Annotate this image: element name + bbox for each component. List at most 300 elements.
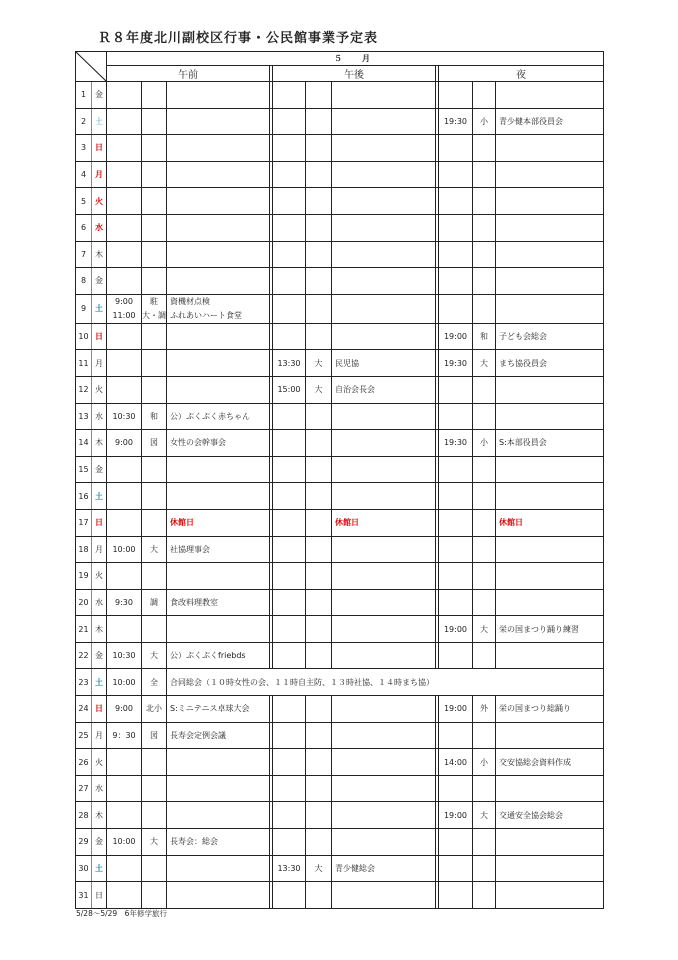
day-row	[76, 722, 604, 749]
event-time	[107, 775, 142, 802]
corner-cell	[76, 52, 107, 82]
weekday: 金	[92, 456, 107, 483]
event-name	[496, 456, 604, 483]
event-time	[107, 616, 142, 643]
weekday: 金	[92, 642, 107, 669]
event-time	[273, 403, 306, 430]
event-name	[167, 802, 270, 829]
event-time	[273, 536, 306, 563]
event-name	[167, 108, 270, 135]
event-room: 和	[473, 323, 496, 350]
event-time	[273, 563, 306, 590]
event-time	[273, 696, 306, 723]
event-name	[496, 214, 604, 241]
event-time: 14:00	[439, 749, 473, 776]
event-time	[107, 749, 142, 776]
event-time	[439, 214, 473, 241]
event-room	[473, 294, 496, 323]
day-row	[76, 882, 604, 909]
event-name	[332, 430, 436, 457]
event-name	[496, 882, 604, 909]
event-name	[496, 376, 604, 403]
event-room	[142, 294, 167, 323]
event-room	[306, 403, 332, 430]
event-name	[496, 642, 604, 669]
event-name	[332, 161, 436, 188]
event-time	[273, 241, 306, 268]
event-time	[439, 82, 473, 109]
event-time	[273, 616, 306, 643]
weekday: 金	[92, 82, 107, 109]
event-time	[439, 509, 473, 536]
event-name	[167, 241, 270, 268]
event-room: 外	[473, 696, 496, 723]
day-row	[76, 563, 604, 590]
event-name: 公）ぷくぷく赤ちゃん	[167, 403, 270, 430]
weekday: 月	[92, 722, 107, 749]
event-time	[107, 135, 142, 162]
event-room	[142, 483, 167, 510]
event-time	[439, 536, 473, 563]
day-number: 13	[76, 403, 92, 430]
day-number: 27	[76, 775, 92, 802]
day-row	[76, 775, 604, 802]
event-name	[496, 268, 604, 295]
event-room	[473, 161, 496, 188]
day-number: 10	[76, 323, 92, 350]
event-room	[473, 775, 496, 802]
event-name	[332, 749, 436, 776]
event-time	[439, 241, 473, 268]
event-time: 19:00	[439, 802, 473, 829]
day-number: 12	[76, 376, 92, 403]
event-room	[306, 829, 332, 856]
event-time	[107, 294, 142, 323]
weekday: 木	[92, 802, 107, 829]
day-number: 19	[76, 563, 92, 590]
day-row	[76, 802, 604, 829]
weekday: 金	[92, 268, 107, 295]
weekday: 月	[92, 161, 107, 188]
event-time	[439, 722, 473, 749]
day-number: 6	[76, 214, 92, 241]
weekday: 木	[92, 430, 107, 457]
weekday: 火	[92, 188, 107, 215]
event-room	[142, 82, 167, 109]
event-time	[439, 294, 473, 323]
event-time	[273, 775, 306, 802]
event-time	[439, 829, 473, 856]
event-time	[439, 855, 473, 882]
event-name	[496, 483, 604, 510]
event-room	[142, 350, 167, 377]
event-name: 交安協総会資料作成	[496, 749, 604, 776]
event-name: 休館日	[167, 509, 270, 536]
event-name	[167, 563, 270, 590]
event-time-2: 11:00	[112, 310, 136, 320]
weekday: 木	[92, 241, 107, 268]
day-number: 20	[76, 589, 92, 616]
event-name	[496, 241, 604, 268]
event-time	[439, 775, 473, 802]
event-room: 図	[142, 722, 167, 749]
event-time	[273, 642, 306, 669]
event-name: 女性の会幹事会	[167, 430, 270, 457]
day-number: 26	[76, 749, 92, 776]
event-name	[496, 775, 604, 802]
day-row	[76, 268, 604, 295]
event-time	[107, 108, 142, 135]
event-time	[107, 82, 142, 109]
event-room	[306, 775, 332, 802]
event-name	[332, 696, 436, 723]
weekday: 日	[92, 882, 107, 909]
event-time: 13:30	[273, 855, 306, 882]
event-name	[167, 323, 270, 350]
event-room	[142, 188, 167, 215]
event-name	[496, 855, 604, 882]
event-name	[332, 135, 436, 162]
event-room	[306, 696, 332, 723]
event-room	[473, 855, 496, 882]
event-room	[306, 108, 332, 135]
event-name	[496, 829, 604, 856]
event-time: 9:00	[107, 696, 142, 723]
event-name-1: 資機材点検	[170, 296, 210, 306]
event-time	[107, 483, 142, 510]
event-room	[142, 108, 167, 135]
event-name	[167, 855, 270, 882]
event-room: 全	[142, 669, 167, 696]
event-room	[306, 161, 332, 188]
weekday: 土	[92, 483, 107, 510]
event-name	[167, 483, 270, 510]
event-name: 食改料理教室	[167, 589, 270, 616]
day-row	[76, 294, 604, 323]
day-row	[76, 456, 604, 483]
event-name	[167, 376, 270, 403]
event-room	[142, 323, 167, 350]
event-room	[473, 882, 496, 909]
event-room	[473, 376, 496, 403]
event-time	[439, 376, 473, 403]
day-number: 8	[76, 268, 92, 295]
event-room: 和	[142, 403, 167, 430]
schedule-table	[75, 51, 604, 909]
event-name	[496, 188, 604, 215]
event-room	[306, 323, 332, 350]
period-am-header: 午前	[107, 66, 270, 82]
event-name	[167, 882, 270, 909]
event-time	[107, 855, 142, 882]
weekday: 日	[92, 696, 107, 723]
event-room: 大	[473, 802, 496, 829]
day-row	[76, 350, 604, 377]
weekday: 水	[92, 589, 107, 616]
event-time	[273, 135, 306, 162]
event-room	[142, 456, 167, 483]
event-name	[332, 294, 436, 323]
day-number: 28	[76, 802, 92, 829]
day-number: 29	[76, 829, 92, 856]
day-row	[76, 669, 604, 696]
event-time	[107, 241, 142, 268]
event-room	[306, 214, 332, 241]
day-number: 7	[76, 241, 92, 268]
event-time: 10:00	[107, 669, 142, 696]
event-time	[273, 509, 306, 536]
day-number: 1	[76, 82, 92, 109]
event-time: 10:30	[107, 403, 142, 430]
event-name	[332, 829, 436, 856]
event-room	[142, 802, 167, 829]
event-room	[306, 722, 332, 749]
event-time	[439, 188, 473, 215]
event-room: 大	[306, 376, 332, 403]
event-time	[273, 82, 306, 109]
event-room	[306, 483, 332, 510]
event-name	[332, 722, 436, 749]
event-name	[167, 350, 270, 377]
event-name	[332, 642, 436, 669]
day-number: 5	[76, 188, 92, 215]
event-room	[306, 882, 332, 909]
event-time	[273, 188, 306, 215]
event-name: 休館日	[332, 509, 436, 536]
event-name: 長寿会：総会	[167, 829, 270, 856]
day-number: 14	[76, 430, 92, 457]
day-number: 9	[76, 294, 92, 323]
event-name	[332, 589, 436, 616]
event-time	[439, 882, 473, 909]
event-name	[496, 294, 604, 323]
event-name	[332, 403, 436, 430]
event-room	[306, 430, 332, 457]
day-number: 17	[76, 509, 92, 536]
event-room	[142, 268, 167, 295]
event-room	[306, 749, 332, 776]
event-room	[473, 135, 496, 162]
event-room: 大	[306, 350, 332, 377]
day-row	[76, 696, 604, 723]
event-time	[273, 483, 306, 510]
event-name	[332, 108, 436, 135]
event-name	[167, 294, 270, 323]
event-name: 民児協	[332, 350, 436, 377]
event-room	[306, 135, 332, 162]
event-name	[332, 536, 436, 563]
weekday: 水	[92, 403, 107, 430]
event-name: 休館日	[496, 509, 604, 536]
weekday: 土	[92, 294, 107, 323]
event-room	[473, 403, 496, 430]
event-room: 大	[142, 642, 167, 669]
event-time: 19:00	[439, 616, 473, 643]
weekday: 日	[92, 135, 107, 162]
event-time	[439, 563, 473, 590]
weekday: 火	[92, 749, 107, 776]
day-number: 21	[76, 616, 92, 643]
weekday: 水	[92, 214, 107, 241]
event-room	[142, 214, 167, 241]
event-name	[332, 616, 436, 643]
event-room	[306, 642, 332, 669]
event-room	[142, 161, 167, 188]
event-time	[439, 589, 473, 616]
event-time	[273, 749, 306, 776]
event-name: 自治会長会	[332, 376, 436, 403]
event-time	[439, 135, 473, 162]
weekday: 火	[92, 563, 107, 590]
day-number: 30	[76, 855, 92, 882]
event-time	[273, 268, 306, 295]
event-room: 小	[473, 430, 496, 457]
event-name: 長寿会定例会議	[167, 722, 270, 749]
event-name	[496, 722, 604, 749]
event-time: 10:00	[107, 829, 142, 856]
event-name	[496, 403, 604, 430]
day-row	[76, 135, 604, 162]
event-room	[473, 589, 496, 616]
event-time: 9:00	[107, 430, 142, 457]
event-time: 9：30	[107, 722, 142, 749]
event-time: 19:30	[439, 350, 473, 377]
day-number: 3	[76, 135, 92, 162]
event-name	[496, 563, 604, 590]
event-room: 図	[142, 430, 167, 457]
event-name	[167, 82, 270, 109]
event-room-1: 駐	[150, 296, 158, 306]
event-room	[306, 188, 332, 215]
event-room	[142, 241, 167, 268]
day-row	[76, 161, 604, 188]
event-room	[142, 376, 167, 403]
event-room: 大	[473, 616, 496, 643]
event-time	[439, 268, 473, 295]
day-row	[76, 589, 604, 616]
weekday: 月	[92, 536, 107, 563]
event-time	[273, 802, 306, 829]
day-row	[76, 483, 604, 510]
event-name	[167, 268, 270, 295]
event-room	[306, 241, 332, 268]
event-room: 調	[142, 589, 167, 616]
day-row	[76, 616, 604, 643]
event-room: 大	[142, 829, 167, 856]
day-row	[76, 642, 604, 669]
event-time	[273, 456, 306, 483]
day-row	[76, 376, 604, 403]
event-room	[306, 509, 332, 536]
day-row	[76, 829, 604, 856]
weekday: 土	[92, 108, 107, 135]
event-name	[332, 82, 436, 109]
event-room	[306, 616, 332, 643]
event-name	[332, 775, 436, 802]
event-time: 10:00	[107, 536, 142, 563]
event-name	[496, 135, 604, 162]
day-number: 24	[76, 696, 92, 723]
event-name	[167, 135, 270, 162]
event-room	[142, 509, 167, 536]
event-time	[273, 323, 306, 350]
event-time	[273, 829, 306, 856]
event-room: 小	[473, 749, 496, 776]
event-name	[332, 882, 436, 909]
day-row	[76, 509, 604, 536]
event-room	[473, 188, 496, 215]
event-name: 栄の国まつり総踊り	[496, 696, 604, 723]
day-number: 16	[76, 483, 92, 510]
event-room	[306, 82, 332, 109]
event-name	[496, 589, 604, 616]
day-row	[76, 214, 604, 241]
event-name	[167, 161, 270, 188]
event-time	[107, 563, 142, 590]
event-time	[273, 294, 306, 323]
event-room	[473, 509, 496, 536]
event-room	[473, 829, 496, 856]
event-time: 19:30	[439, 108, 473, 135]
event-room: 大	[142, 536, 167, 563]
day-row	[76, 403, 604, 430]
day-row	[76, 188, 604, 215]
event-room	[306, 563, 332, 590]
event-room	[473, 82, 496, 109]
event-room	[142, 775, 167, 802]
page-title: Ｒ８年度北川副校区行事・公民館事業予定表	[98, 31, 379, 46]
day-number: 2	[76, 108, 92, 135]
event-room	[473, 536, 496, 563]
event-time	[273, 214, 306, 241]
day-number: 11	[76, 350, 92, 377]
event-time	[439, 642, 473, 669]
event-name: 栄の国まつり踊り練習	[496, 616, 604, 643]
event-time: 13:30	[273, 350, 306, 377]
event-room	[473, 214, 496, 241]
event-time	[439, 456, 473, 483]
event-room: 小	[473, 108, 496, 135]
weekday: 月	[92, 350, 107, 377]
day-row	[76, 855, 604, 882]
event-room	[142, 882, 167, 909]
event-name	[332, 802, 436, 829]
event-room	[142, 563, 167, 590]
event-name: まち協役員会	[496, 350, 604, 377]
event-room	[306, 536, 332, 563]
event-name	[332, 483, 436, 510]
event-time	[107, 882, 142, 909]
event-room	[473, 268, 496, 295]
weekday: 土	[92, 855, 107, 882]
event-name	[167, 616, 270, 643]
day-number: 25	[76, 722, 92, 749]
footnote: 5/28～5/29 6年修学旅行	[76, 909, 167, 918]
event-name: 青少健本部役員会	[496, 108, 604, 135]
event-name	[332, 268, 436, 295]
day-number: 15	[76, 456, 92, 483]
event-time: 9:30	[107, 589, 142, 616]
event-name: S:ミニテニス卓球大会	[167, 696, 270, 723]
event-name	[332, 188, 436, 215]
period-night-header: 夜	[439, 66, 604, 82]
day-number: 4	[76, 161, 92, 188]
event-time	[273, 722, 306, 749]
event-room	[306, 294, 332, 323]
event-name: 公）ぷくぷくfriebds	[167, 642, 270, 669]
weekday: 水	[92, 775, 107, 802]
day-row	[76, 108, 604, 135]
